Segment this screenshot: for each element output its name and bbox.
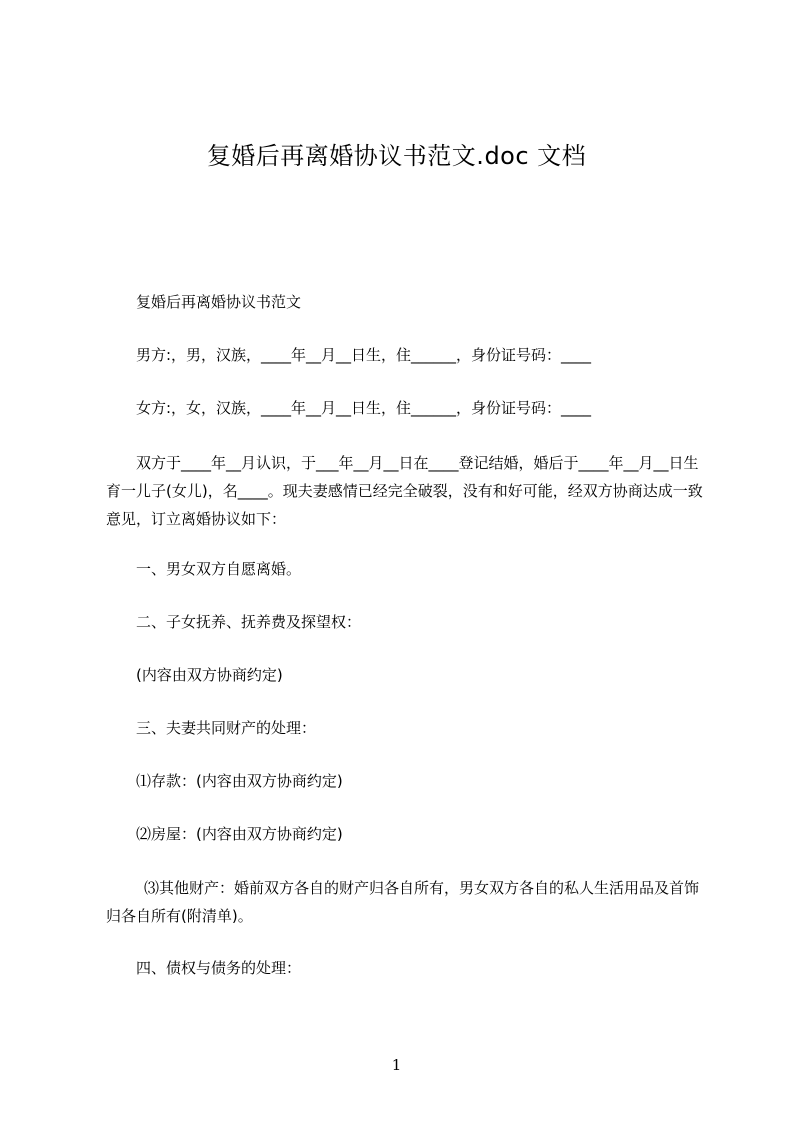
section-4-heading: 四、债权与债务的处理： (136, 959, 302, 977)
section-1-heading: 一、男女双方自愿离婚。 (136, 560, 302, 578)
section-3-heading: 三、夫妻共同财产的处理： (136, 719, 317, 737)
property-item-2: ⑵房屋：(内容由双方协商约定) (136, 825, 343, 843)
document-title: 复婚后再离婚协议书范文.doc 文档 (206, 142, 587, 170)
property-item-3: ⑶其他财产：婚前双方各自的财产归各自所有，男女双方各自的私人生活用品及首饰归各自所有(附清单)。 (106, 879, 700, 925)
page-number: 1 (391, 1056, 402, 1074)
document-subtitle: 复婚后再离婚协议书范文 (136, 293, 302, 311)
woman-info-line: 女方:，女，汉族，____年__月__日生，住______，身份证号码：____ (136, 399, 592, 417)
man-info-line: 男方:，男，汉族，____年__月__日生，住______，身份证号码：____ (136, 346, 592, 364)
section-2-content: (内容由双方协商约定) (136, 666, 283, 684)
section-2-heading: 二、子女抚养、抚养费及探望权： (136, 613, 362, 631)
property-item-1: ⑴存款：(内容由双方协商约定) (136, 772, 343, 790)
intro-paragraph: 双方于____年__月认识，于___年__月__日在____登记结婚，婚后于____年__月__日生育一儿子(女儿)，名____。现夫妻感情已经完全破裂，没有和好可能，经双方协商达成一致意见，订立离婚协议如下： (106, 454, 703, 528)
